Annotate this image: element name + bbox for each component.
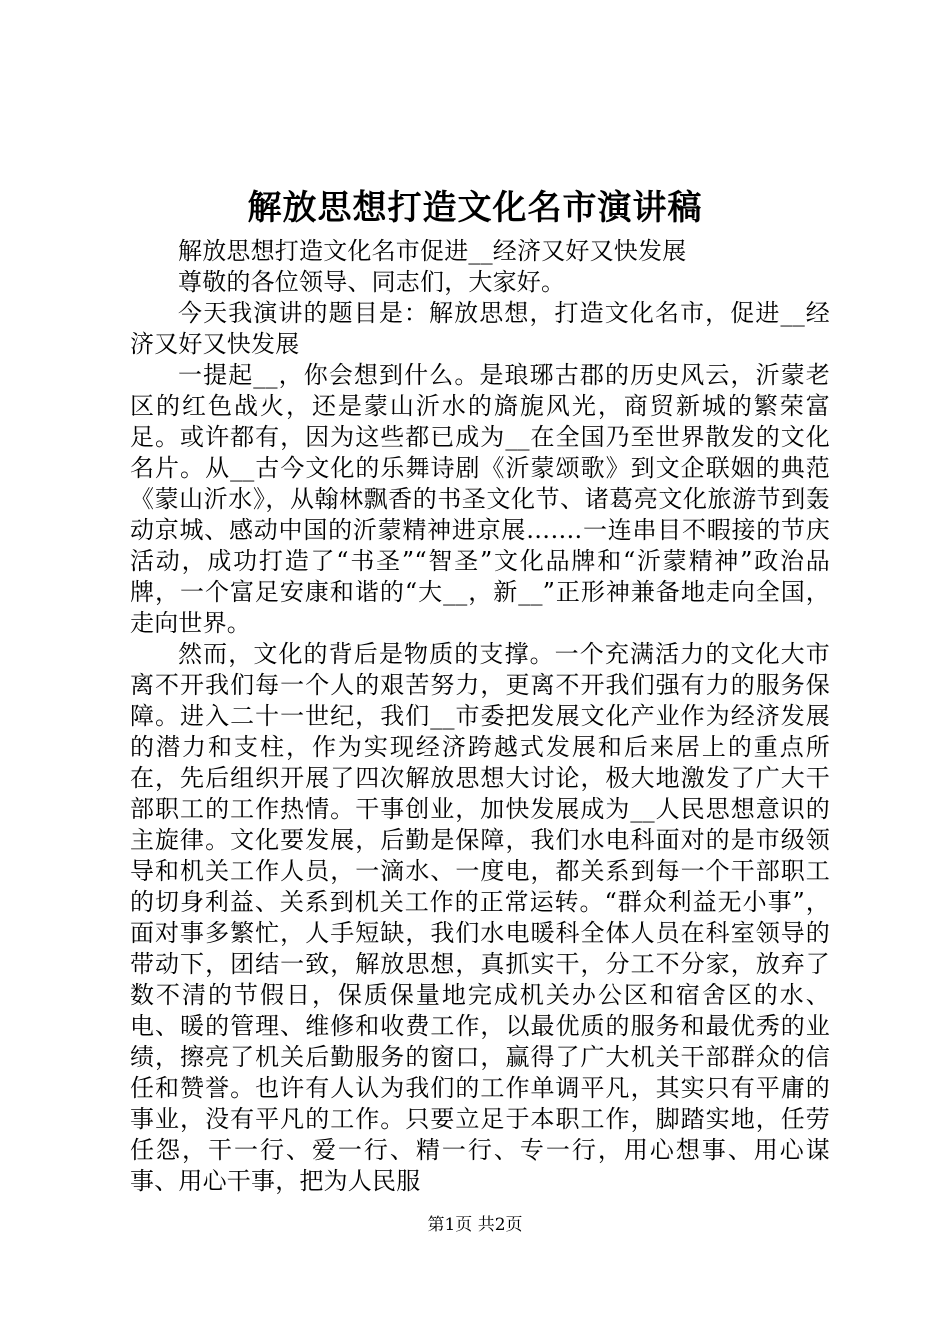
paragraph-service: 然而，文化的背后是物质的支撑。一个充满活力的文化大市离不开我们每一个人的艰苦努力，更离不开我们强有力的服务保障。进入二十一世纪，我们__市委把发展文化产业作为经济发展的潜力和支柱，作为实现经济跨越式发展和后来居上的重点所在，先后组织开展了四次解放思想大讨论，极大地激发了广大干部职工的工作热情。干事创业，加快发展成为__人民思想意识的主旋律。文化要发展，后勤是保障，我们水电科面对的是市级领导和机关工作人员，一滴水、一度电，都关系到每一个干部职工的切身利益、关系到机关工作的正常运转。“群众利益无小事”，面对事多繁忙，人手短缺，我们水电暖科全体人员在科室领导的带动下，团结一致，解放思想，真抓实干，分工不分家，放弃了数不清的节假日，保质保量地完成机关办公区和宿舍区的水、电、暖的管理、维修和收费工作，以最优质的服务和最优秀的业绩，擦亮了机关后勤服务的窗口，赢得了广大机关干部群众的信任和赞誉。也许有人认为我们的工作单调平凡，其实只有平庸的事业，没有平凡的工作。只要立足于本职工作，脚踏实地，任劳任怨，干一行、爱一行、精一行、专一行，用心想事、用心谋事、用心干事，把为人民服 <box>130 640 830 1195</box>
document-title: 解放思想打造文化名市演讲稿 <box>247 188 703 228</box>
document-body <box>130 236 830 1197</box>
paragraph-subtitle: 解放思想打造文化名市促进__经济又好又快发展 <box>178 237 687 265</box>
paragraph-culture: 一提起__，你会想到什么。是琅琊古郡的历史风云，沂蒙老区的红色战火，还是蒙山沂水的旖旎风光，商贸新城的繁荣富足。或许都有，因为这些都已成为__在全国乃至世界散发的文化名片。从__古今文化的乐舞诗剧《沂蒙颂歌》到文企联姻的典范《蒙山沂水》，从翰林飘香的书圣文化节、诸葛亮文化旅游节到轰动京城、感动中国的沂蒙精神进京展…….一连串目不暇接的节庆活动，成功打造了“书圣”“智圣”文化品牌和“沂蒙精神”政治品牌，一个富足安康和谐的“大__，新__”正形神兼备地走向全国，走向世界。 <box>130 361 830 637</box>
page-number: 第1页 共2页 <box>427 1215 523 1235</box>
paragraph-topic: 今天我演讲的题目是：解放思想，打造文化名市，促进__经济又好又快发展 <box>130 299 830 358</box>
paragraph-greeting: 尊敬的各位领导、同志们，大家好。 <box>178 268 566 296</box>
